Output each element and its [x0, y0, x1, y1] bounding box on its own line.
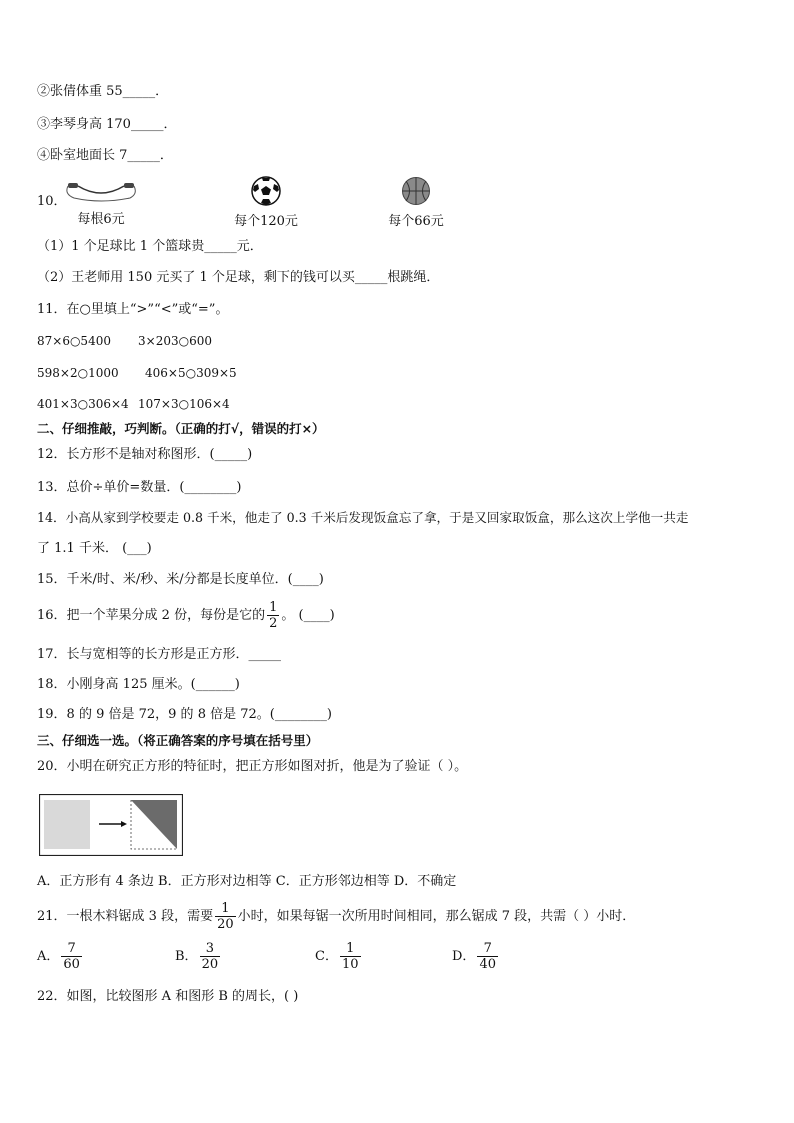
q17: 17．长与宽相等的长方形是正方形．_____ — [37, 647, 282, 662]
q13: 13．总价÷单价=数量．(________) — [37, 480, 242, 495]
q21-rest: 小时，如果每锯一次所用时间相同，那么锯成 7 段，共需（ ）小时． — [237, 909, 636, 924]
q11-expr-a: 87×6○5400 — [37, 334, 111, 348]
option-fraction — [200, 941, 221, 972]
option-letter: A． — [37, 949, 60, 964]
section-3-heading: 三、仔细选一选。（将正确答案的序号填在括号里） — [37, 733, 319, 748]
option-numerator: 7 — [477, 941, 498, 957]
item-2-weight: ②张倩体重 55_____． — [37, 84, 169, 99]
basketball-price: 每个66元 — [388, 214, 444, 229]
q11-expr-d: 406×5○309×5 — [145, 366, 237, 380]
option-denominator: 40 — [479, 957, 496, 972]
q21-option-a — [37, 941, 84, 972]
soccer-ball-icon — [250, 176, 282, 206]
soccer-ball-product — [222, 176, 310, 229]
q19: 19．8 的 9 倍是 72，9 的 8 倍是 72。(________) — [37, 707, 332, 722]
option-numerator: 1 — [340, 941, 361, 957]
option-denominator: 20 — [201, 957, 219, 972]
option-letter: D． — [452, 949, 476, 964]
q16-numerator: 1 — [269, 600, 278, 615]
q20: 20．小明在研究正方形的特征时，把正方形如图对折，他是为了验证（ ）。 — [37, 759, 468, 774]
q16-fraction — [267, 600, 279, 631]
q21 — [37, 899, 635, 935]
jump-rope-icon — [60, 178, 142, 204]
option-fraction — [477, 941, 498, 972]
option-numerator: 7 — [61, 941, 82, 957]
q20-options: A．正方形有 4 条边 B．正方形对边相等 C．正方形邻边相等 D．不确定 — [37, 874, 457, 889]
q16-denominator: 2 — [269, 616, 278, 631]
q21-text: 21．一根木料锯成 3 段，需要 — [37, 909, 214, 924]
q14-line2: 了 1.1 千米． (___) — [37, 541, 152, 556]
q12: 12．长方形不是轴对称图形．(_____) — [37, 447, 253, 462]
item-3-height: ③李琴身高 170_____． — [37, 117, 177, 132]
q21-fraction — [215, 901, 236, 932]
q21-option-c — [315, 941, 363, 972]
option-letter: C． — [315, 949, 338, 964]
option-fraction — [340, 941, 361, 972]
q11-prompt: 11．在○里填上“>”“<”或“=”。 — [37, 302, 229, 317]
square-fold-figure — [39, 794, 183, 856]
section-2-heading: 二、仔细推敲，巧判断。（正确的打√，错误的打×） — [37, 421, 325, 436]
q14-line1: 14．小高从家到学校要走 0.8 千米，他走了 0.3 千米后发现饭盒忘了拿，于是又回家取饭盒，那么这次上学他一共走 — [37, 510, 689, 525]
q11-expr-f: 107×3○106×4 — [138, 397, 230, 411]
q10-number: 10． — [37, 194, 67, 209]
option-fraction — [61, 941, 82, 972]
q21-numerator: 1 — [215, 901, 236, 917]
q10-part1: （1）1 个足球比 1 个篮球贵_____元． — [37, 239, 263, 254]
q16-blank: 。 (____) — [281, 608, 335, 623]
basketball-icon — [400, 176, 432, 206]
option-numerator: 3 — [200, 941, 221, 957]
basketball-product — [376, 176, 456, 229]
q22: 22．如图，比较图形 A 和图形 B 的周长，( ) — [37, 989, 299, 1004]
jump-rope-price: 每根6元 — [77, 212, 125, 227]
q11-expr-e: 401×3○306×4 — [37, 397, 129, 411]
option-denominator: 10 — [341, 957, 359, 972]
q15: 15．千米/时、米/秒、米/分都是长度单位．(____) — [37, 572, 324, 587]
q11-expr-b: 3×203○600 — [138, 334, 212, 348]
jump-rope-product — [60, 178, 142, 227]
option-denominator: 60 — [63, 957, 80, 972]
q21-option-b — [175, 941, 222, 972]
q11-expr-c: 598×2○1000 — [37, 366, 119, 380]
soccer-ball-price: 每个120元 — [234, 214, 298, 229]
q10-part2: （2）王老师用 150 元买了 1 个足球，剩下的钱可以买_____根跳绳． — [37, 270, 440, 285]
option-letter: B． — [175, 949, 198, 964]
q16 — [37, 598, 335, 634]
q21-option-d — [452, 941, 500, 972]
item-4-floor: ④卧室地面长 7_____． — [37, 148, 173, 163]
q16-text: 16．把一个苹果分成 2 份，每份是它的 — [37, 608, 266, 623]
q18: 18．小刚身高 125 厘米。(______) — [37, 677, 240, 692]
q21-denominator: 20 — [217, 917, 234, 932]
